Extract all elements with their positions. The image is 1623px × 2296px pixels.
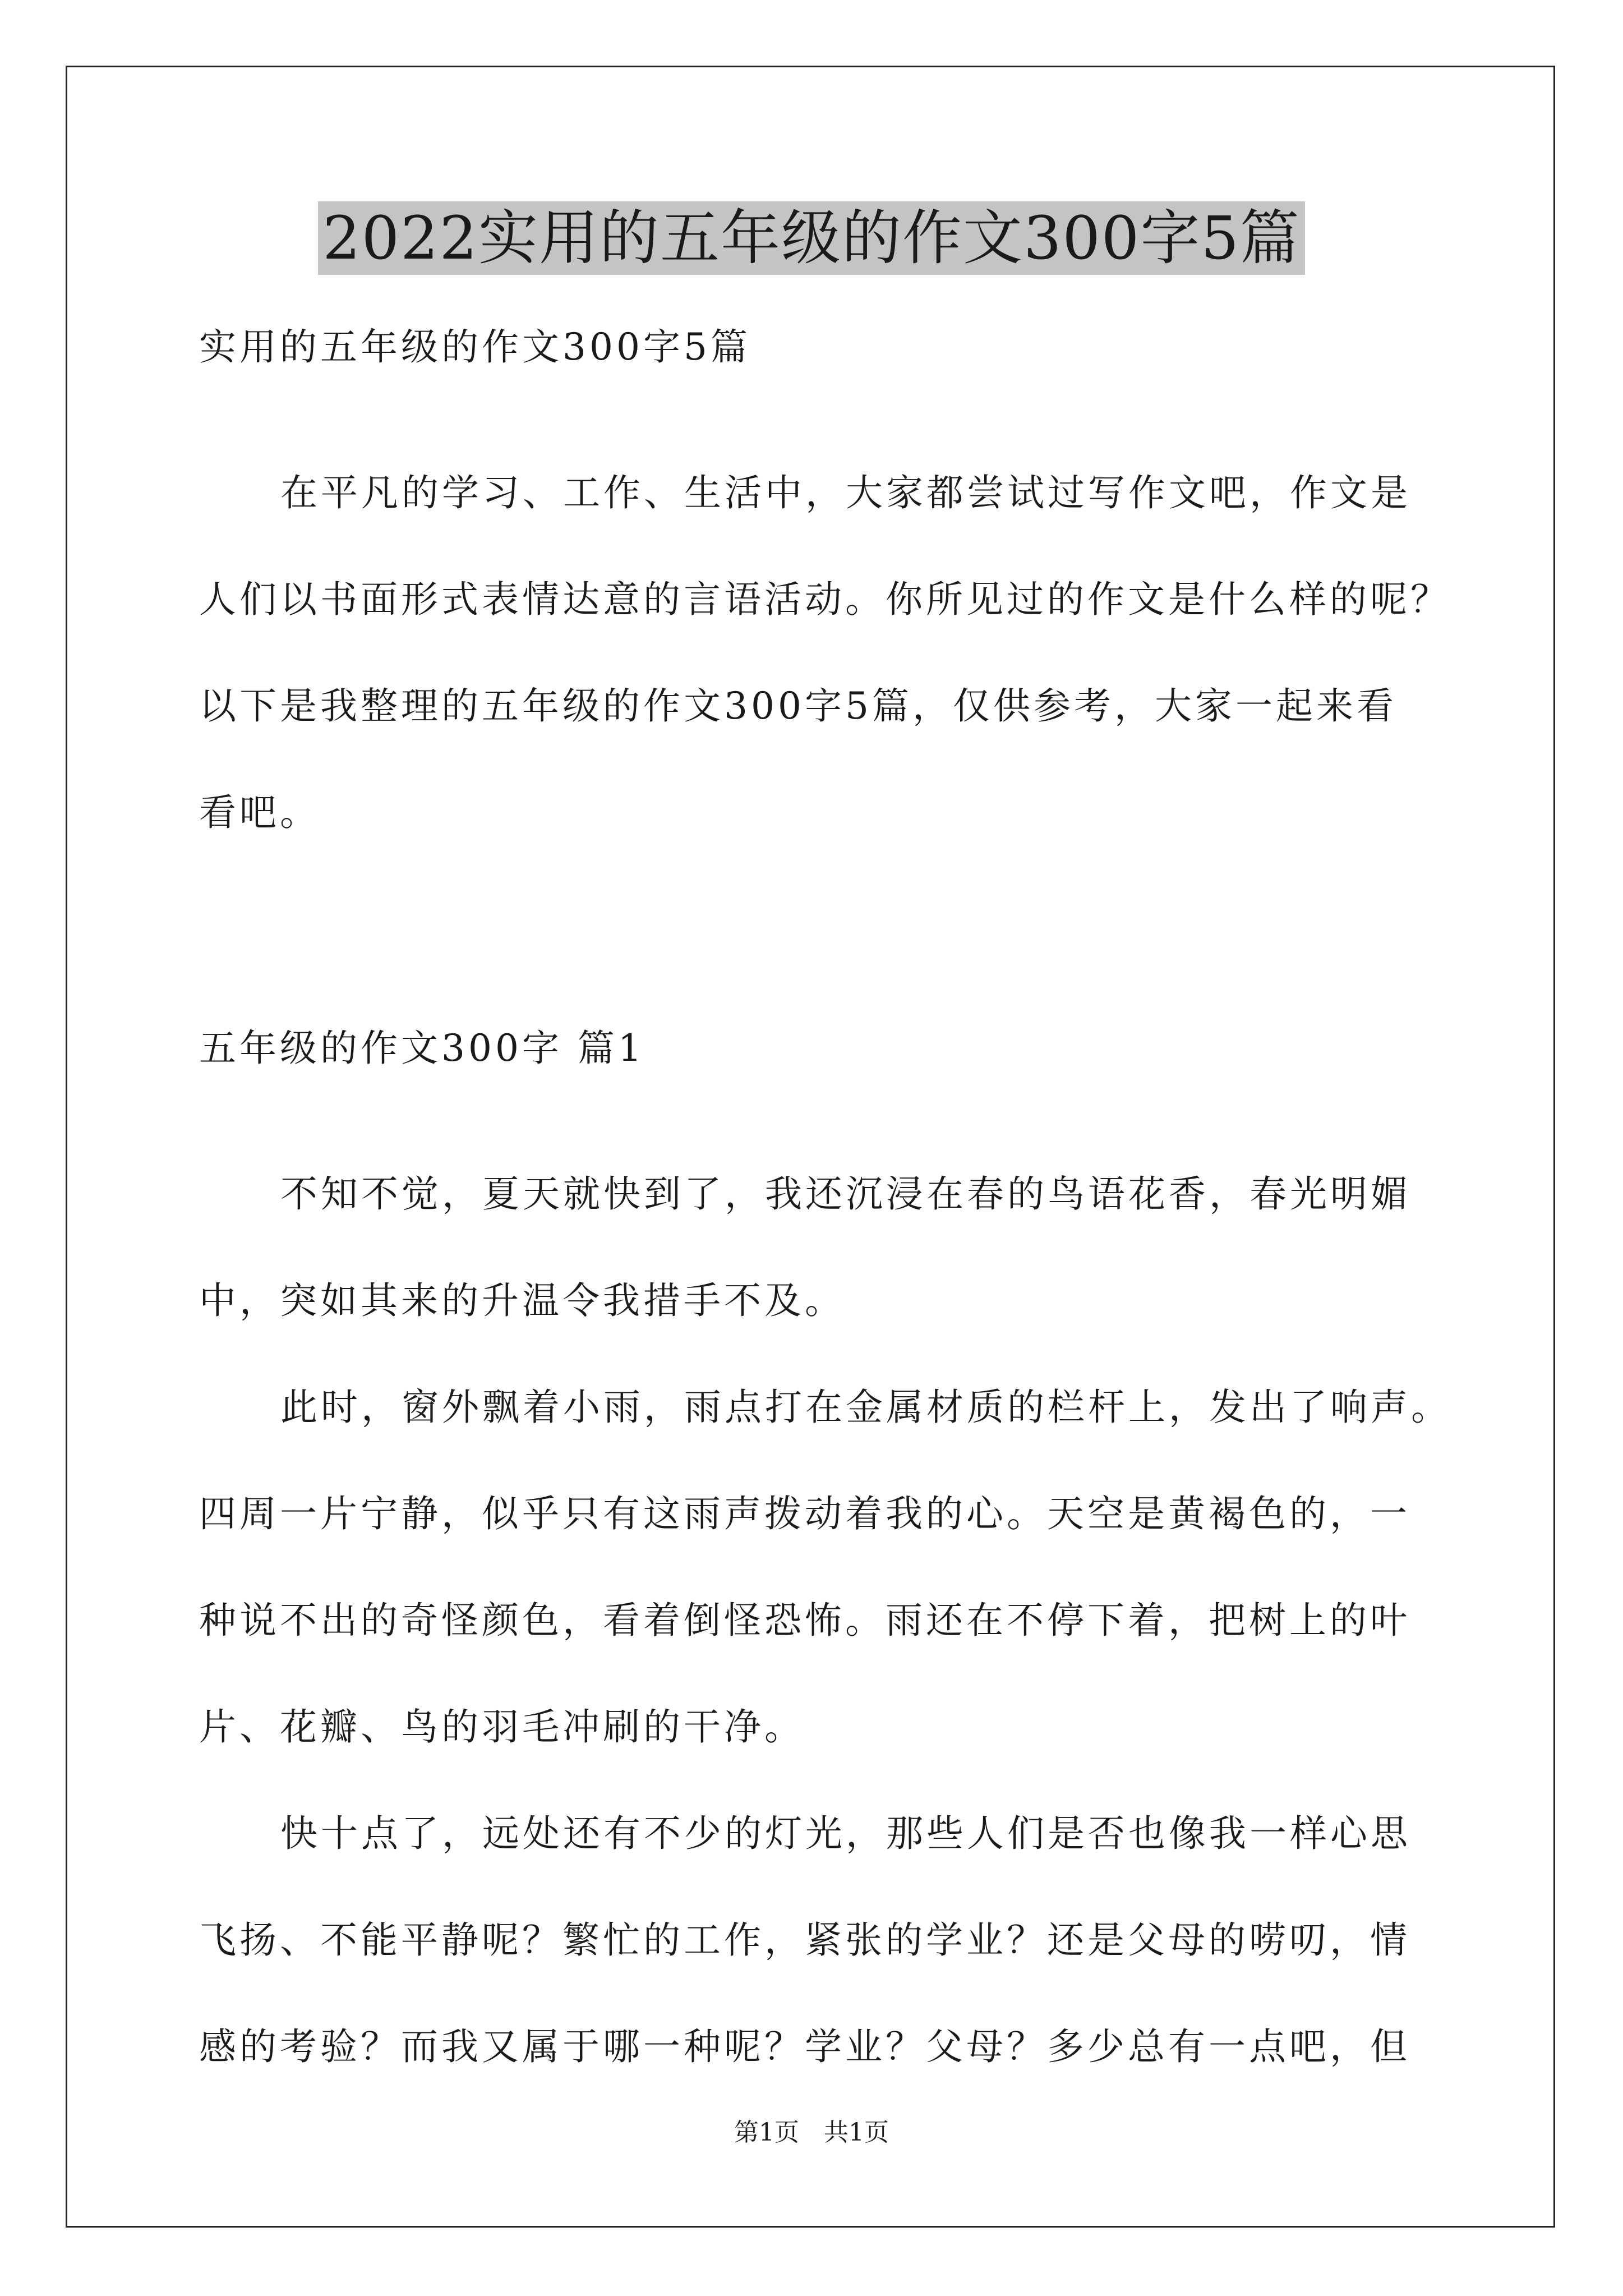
para2-line-3: 种说不出的奇怪颜色，看着倒怪恐怖。雨还在不停下着，把树上的叶 (199, 1599, 1410, 1642)
intro-line-1: 在平凡的学习、工作、生活中，大家都尝试过写作文吧，作文是 (280, 471, 1411, 514)
intro-line-3: 以下是我整理的五年级的作文300字5篇，仅供参考，大家一起来看 (199, 684, 1397, 728)
section-heading: 五年级的作文300字 篇1 (199, 1027, 645, 1070)
page-border (66, 66, 1555, 2228)
intro-line-2: 人们以书面形式表情达意的言语活动。你所见过的作文是什么样的呢？ (199, 578, 1451, 621)
document-subtitle: 实用的五年级的作文300字5篇 (199, 325, 751, 369)
document-title-text: 2022实用的五年级的作文300字5篇 (318, 201, 1305, 275)
para3-line-3: 感的考验？而我又属于哪一种呢？学业？父母？多少总有一点吧，但 (199, 2025, 1410, 2068)
para3-line-1: 快十点了，远处还有不少的灯光，那些人们是否也像我一样心思 (280, 1812, 1411, 1855)
para2-line-1: 此时，窗外飘着小雨，雨点打在金属材质的栏杆上，发出了响声。 (280, 1386, 1451, 1429)
para3-line-2: 飞扬、不能平静呢？繁忙的工作，紧张的学业？还是父母的唠叨，情 (199, 1918, 1410, 1962)
para1-line-1: 不知不觉，夏天就快到了，我还沉浸在春的鸟语花香，春光明媚 (280, 1172, 1411, 1216)
document-title (0, 199, 1623, 278)
page-footer: 第1页 共1页 (734, 2118, 889, 2147)
para2-line-4: 片、花瓣、鸟的羽毛冲刷的干净。 (199, 1705, 805, 1749)
intro-line-4: 看吧。 (199, 791, 320, 834)
para1-line-2: 中，突如其来的升温令我措手不及。 (199, 1279, 845, 1322)
para2-line-2: 四周一片宁静，似乎只有这雨声拨动着我的心。天空是黄褐色的，一 (199, 1492, 1410, 1535)
